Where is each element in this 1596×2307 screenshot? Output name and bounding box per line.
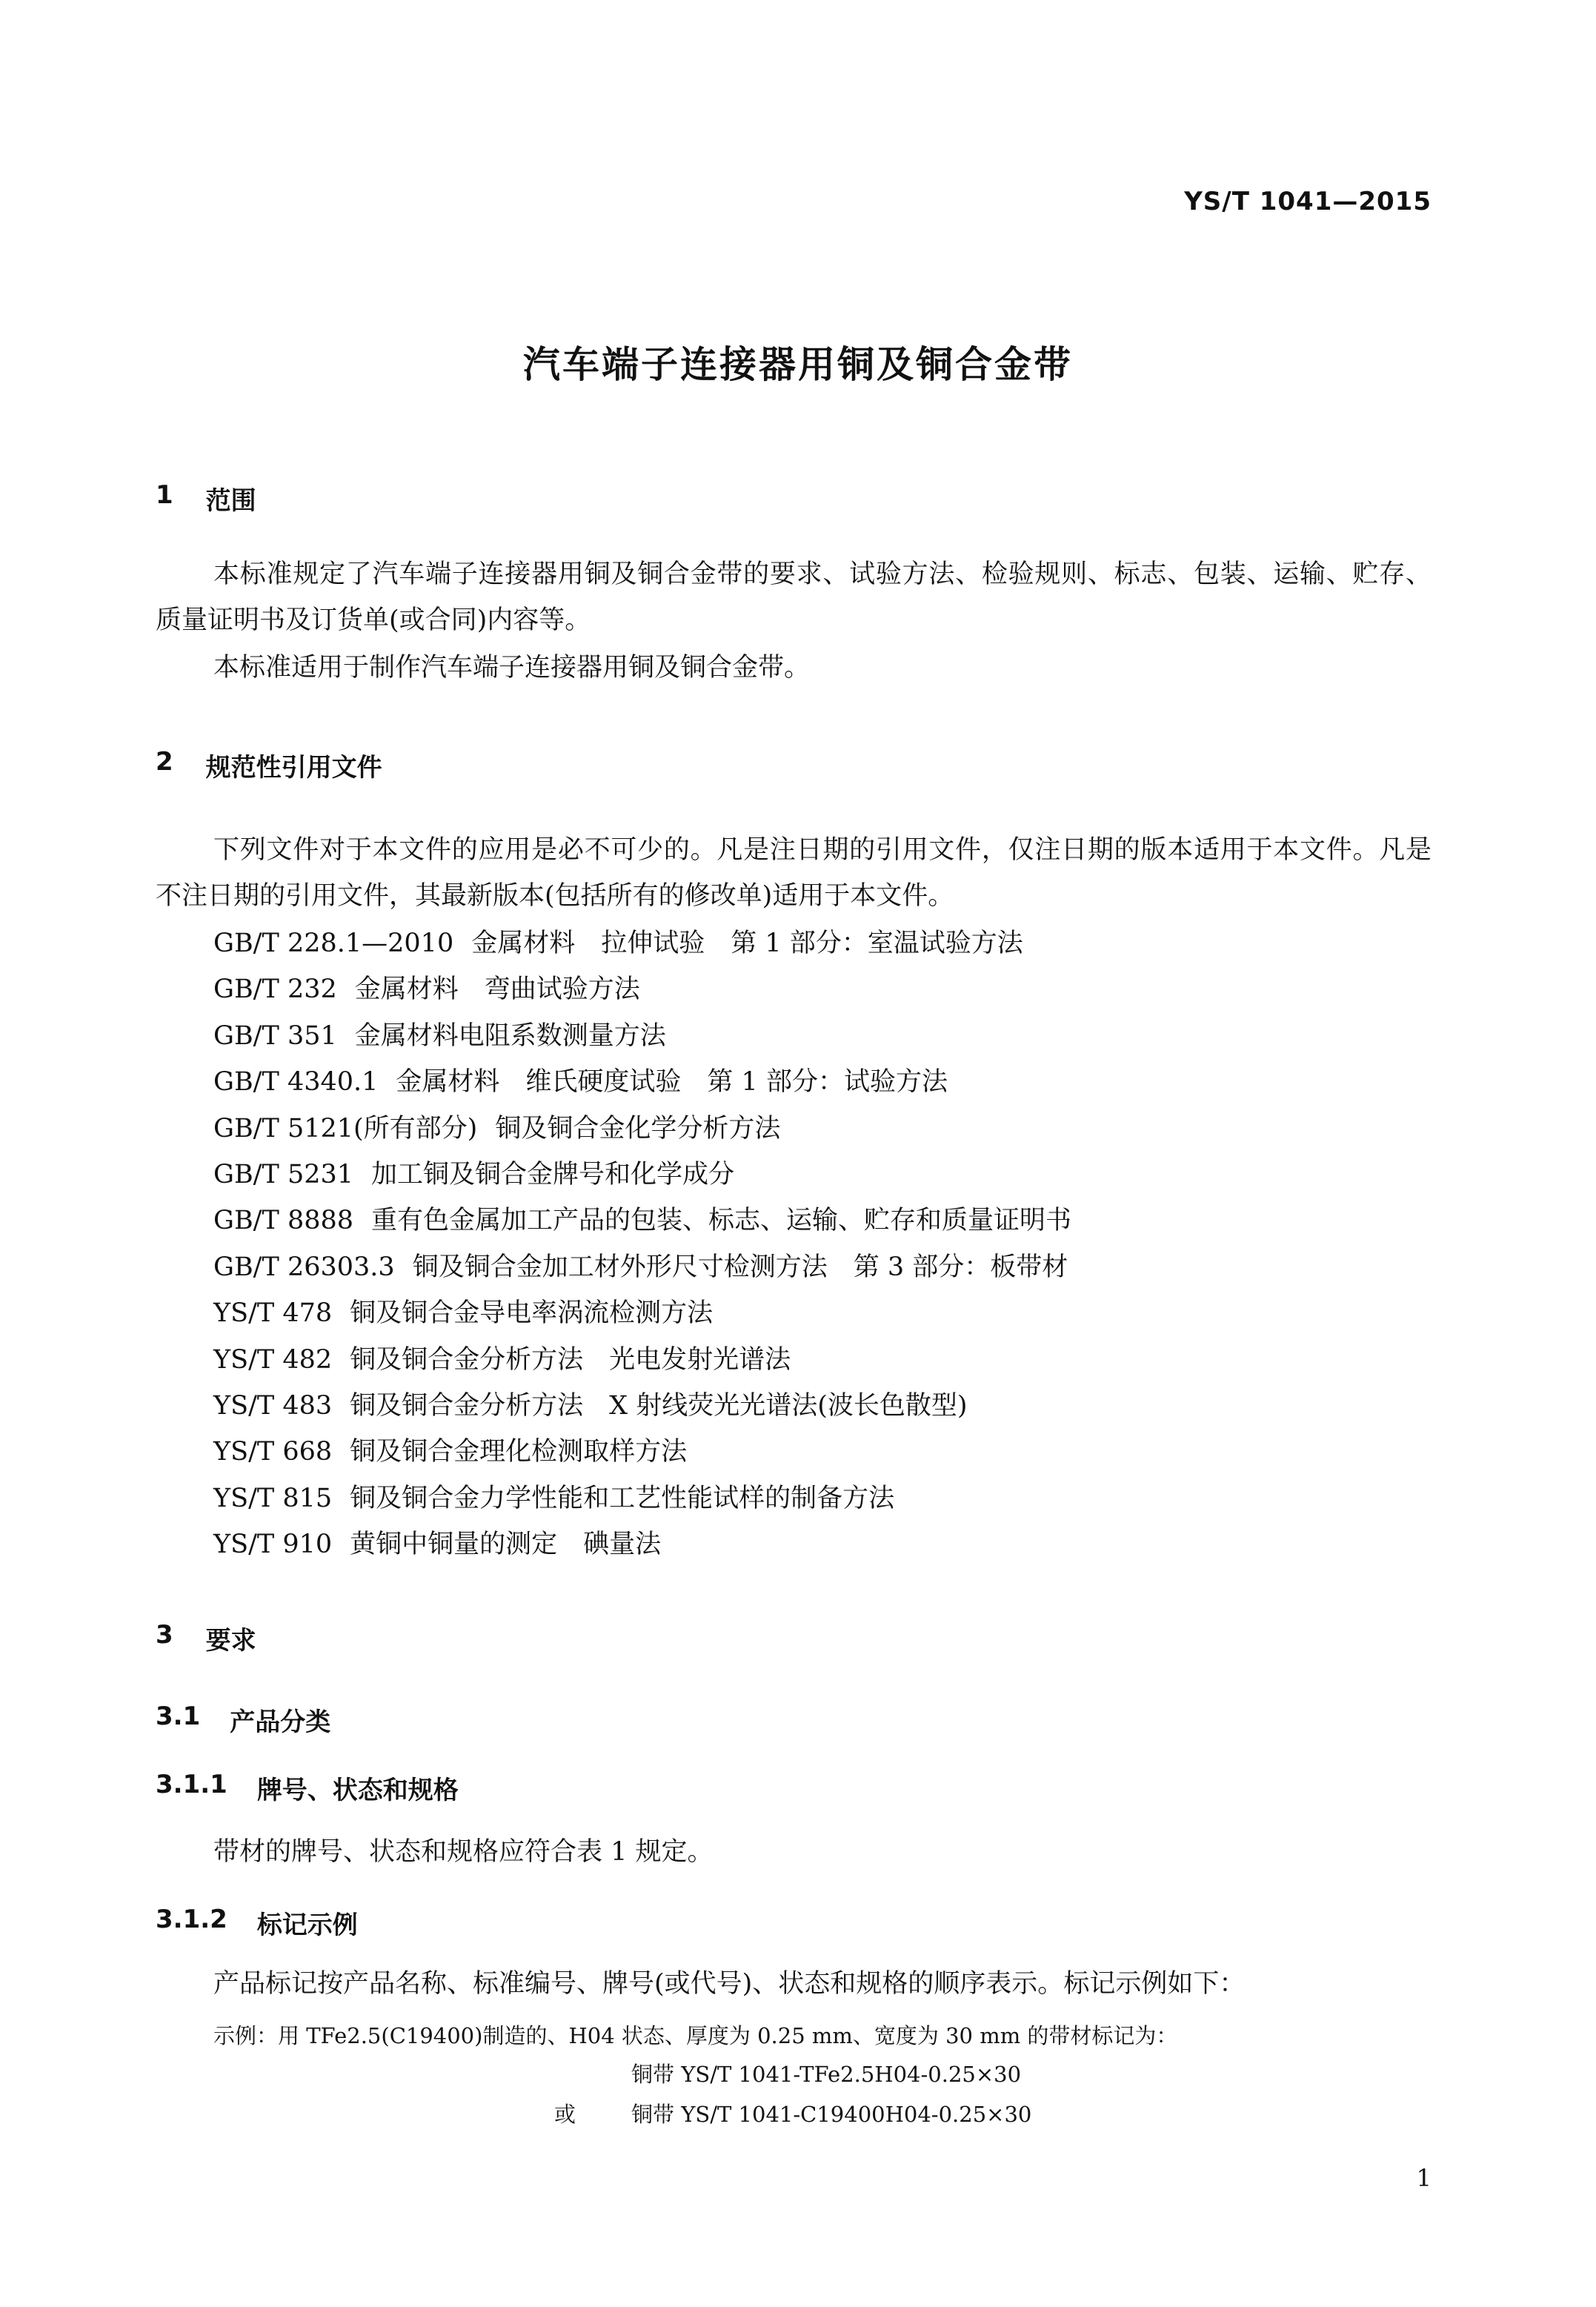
reference-item: [213, 1013, 1071, 1059]
section-number: 2: [156, 747, 173, 777]
reference-title: 加工铜及铜合金牌号和化学成分: [371, 1159, 735, 1189]
reference-item: [213, 1383, 1071, 1429]
reference-code: YS/T 483: [213, 1390, 333, 1421]
section-title: 规范性引用文件: [205, 753, 382, 783]
reference-code: YS/T 668: [213, 1437, 333, 1467]
or-label: 或: [554, 2102, 576, 2127]
reference-title: 金属材料 拉伸试验 第 1 部分：室温试验方法: [471, 929, 1023, 958]
grade-spec-paragraph: 带材的牌号、状态和规格应符合表 1 规定。: [213, 1837, 714, 1867]
reference-title: 铜及铜合金分析方法 X 射线荧光光谱法(波长色散型): [350, 1390, 968, 1421]
marking-example: 示例：用 TFe2.5(C19400)制造的、H04 状态、厚度为 0.25 mm、宽度为 30 mm 的带材标记为：: [213, 2023, 1178, 2048]
marking-intro-paragraph: 产品标记按产品名称、标准编号、牌号(或代号)、状态和规格的顺序表示。标记示例如下：: [213, 1969, 1246, 1999]
reference-code: YS/T 482: [213, 1344, 333, 1375]
section-number: 3: [156, 1620, 173, 1650]
marking-example-2: 铜带 YS/T 1041-C19400H04-0.25×30: [631, 2102, 1032, 2127]
reference-item: [213, 966, 1071, 1012]
section-heading-3: [156, 1620, 256, 1656]
reference-title: 重有色金属加工产品的包装、标志、运输、贮存和质量证明书: [371, 1206, 1072, 1236]
reference-title: 铜及铜合金理化检测取样方法: [350, 1437, 688, 1467]
reference-code: GB/T 351: [213, 1020, 337, 1051]
page-number: 1: [1416, 2164, 1432, 2192]
reference-item: [213, 1521, 1071, 1567]
reference-title: 铜及铜合金分析方法 光电发射光谱法: [350, 1344, 791, 1375]
reference-list: [213, 920, 1071, 1567]
section-number: 3.1.1: [156, 1770, 227, 1799]
section-heading-3-1-2: [156, 1905, 358, 1941]
reference-code: GB/T 232: [213, 975, 337, 1005]
reference-title: 金属材料电阻系数测量方法: [354, 1020, 666, 1051]
reference-item: [213, 1106, 1071, 1152]
reference-item: [213, 1429, 1071, 1475]
reference-item: [213, 1198, 1071, 1244]
reference-code: GB/T 4340.1: [213, 1067, 379, 1098]
reference-title: 金属材料 维氏硬度试验 第 1 部分：试验方法: [396, 1067, 948, 1098]
section-title: 要求: [205, 1626, 256, 1656]
reference-title: 金属材料 弯曲试验方法: [354, 975, 640, 1005]
reference-code: GB/T 228.1—2010: [213, 929, 454, 958]
reference-code: YS/T 478: [213, 1298, 333, 1329]
section-number: 3.1: [156, 1702, 201, 1731]
reference-item: [213, 1059, 1071, 1105]
marking-example-1: 铜带 YS/T 1041-TFe2.5H04-0.25×30: [631, 2062, 1022, 2087]
standard-code: YS/T 1041—2015: [1184, 187, 1432, 216]
reference-title: 铜及铜合金加工材外形尺寸检测方法 第 3 部分：板带材: [412, 1252, 1068, 1282]
reference-code: YS/T 815: [213, 1483, 333, 1513]
reference-code: YS/T 910: [213, 1530, 333, 1560]
scope-paragraph-1: 本标准规定了汽车端子连接器用铜及铜合金带的要求、试验方法、检验规则、标志、包装、运输、贮存、质量证明书及订货单(或合同)内容等。: [156, 560, 1432, 635]
section-title: 范围: [205, 486, 256, 516]
section-number: 3.1.2: [156, 1905, 227, 1934]
section-title: 标记示例: [256, 1911, 358, 1940]
section-title: 牌号、状态和规格: [256, 1776, 459, 1805]
section-heading-1: [156, 480, 256, 517]
reference-title: 铜及铜合金导电率涡流检测方法: [350, 1298, 714, 1329]
section-heading-3-1: [156, 1702, 330, 1738]
reference-item: [213, 920, 1071, 966]
section-number: 1: [156, 480, 173, 510]
reference-item: [213, 1244, 1071, 1290]
reference-item: [213, 1337, 1071, 1383]
reference-title: 铜及铜合金化学分析方法: [495, 1113, 781, 1143]
reference-title: 铜及铜合金力学性能和工艺性能试样的制备方法: [350, 1483, 895, 1513]
section-title: 产品分类: [230, 1707, 331, 1737]
reference-title: 黄铜中铜量的测定 碘量法: [350, 1530, 662, 1560]
reference-code: GB/T 8888: [213, 1206, 354, 1236]
scope-paragraph-2: 本标准适用于制作汽车端子连接器用铜及铜合金带。: [213, 653, 811, 683]
reference-item: [213, 1290, 1071, 1336]
reference-item: [213, 1476, 1071, 1521]
section-heading-2: [156, 747, 382, 783]
reference-code: GB/T 5231: [213, 1159, 354, 1189]
document-title: 汽车端子连接器用铜及铜合金带: [523, 343, 1073, 386]
reference-item: [213, 1152, 1071, 1198]
reference-code: GB/T 26303.3: [213, 1252, 395, 1282]
references-intro: 下列文件对于本文件的应用是必不可少的。凡是注日期的引用文件，仅注日期的版本适用于本文件。凡是不注日期的引用文件，其最新版本(包括所有的修改单)适用于本文件。: [156, 835, 1432, 911]
reference-code: GB/T 5121(所有部分): [213, 1113, 478, 1143]
section-heading-3-1-1: [156, 1770, 459, 1806]
